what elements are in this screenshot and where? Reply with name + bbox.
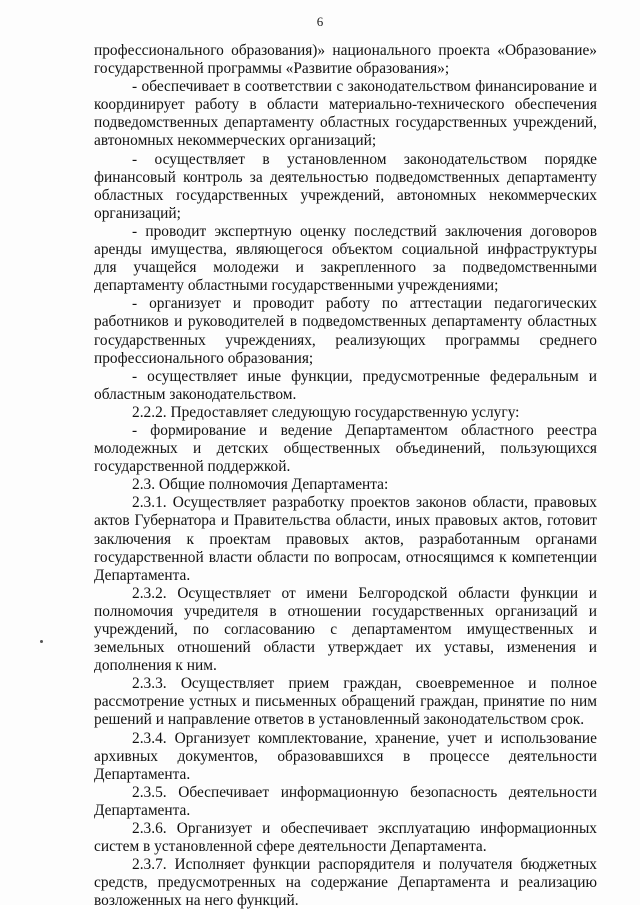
paragraph-2-3-7: 2.3.7. Исполняет функции распорядителя и получателя бюджетных средств, предусмотренных на содержание Департамента и реализацию возложенных на него функций. — [94, 856, 597, 910]
paragraph-2-3-4: 2.3.4. Организует комплектование, хранение, учет и использование архивных документов, образовавшихся в процессе деятельности Департамента. — [94, 729, 597, 783]
paragraph-2-3-6: 2.3.6. Организует и обеспечивает эксплуатацию информационных систем в установленной сфере деятельности Департамента. — [94, 820, 597, 856]
paragraph-2-3: 2.3. Общие полномочия Департамента: — [132, 476, 389, 494]
paragraph-registry: - формирование и ведение Департаментом областного реестра молодежных и детских общественных объединений, пользующихся государственной поддержкой. — [94, 421, 597, 476]
scan-speck — [40, 640, 43, 643]
paragraph-continuation: профессионального образования)» национального проекта «Образование» государственной программы «Развитие образования»; — [94, 42, 597, 78]
paragraph-2-3-2: 2.3.2. Осуществляет от имени Белгородской области функции и полномочия учредителя в отношении государственных организаций и учреждений, по согласованию с департаментом имущественных и земельных отношений области утверждает их уставы, изменения и дополнения к ним. — [94, 584, 597, 675]
paragraph-attestation: - организует и проводит работу по аттестации педагогических работников и руководителей в подведомственных департаменту областных государственных учреждениях, реализующих программы среднего профессионального образования; — [94, 295, 597, 367]
document-body — [94, 42, 597, 911]
paragraph-expert-evaluation: - проводит экспертную оценку последствий заключения договоров аренды имущества, являющегося объектом социальной инфраструктуры для учащейся молодежи и закрепленного за подведомственными департаменту областными государственными учреждениями; — [94, 222, 597, 295]
paragraph-2-3-3: 2.3.3. Осуществляет прием граждан, своевременное и полное рассмотрение устных и письменных обращений граждан, принятие по ним решений и направление ответов в установленный законодательством срок. — [94, 675, 597, 729]
paragraph-financial-control: - осуществляет в установленном законодательством порядке финансовый контроль за деятельностью подведомственных департаменту областных государственных учреждений, автономных некоммерческих организаций; — [94, 150, 597, 222]
paragraph-2-3-5: 2.3.5. Обеспечивает информационную безопасность деятельности Департамента. — [94, 783, 597, 819]
paragraph-other-functions: - осуществляет иные функции, предусмотренные федеральным и областным законодательством. — [94, 367, 597, 403]
paragraph-2-3-1: 2.3.1. Осуществляет разработку проектов законов области, правовых актов Губернатора и Правительства области, иных правовых актов, готовит заключения к проектам правовых актов, разработанным органами государственной власти области по вопросам, относящимся к компетенции Департамента. — [94, 494, 597, 584]
paragraph-2-2-2: 2.2.2. Предоставляет следующую государственную услугу: — [132, 403, 520, 421]
paragraph-financing: - обеспечивает в соответствии с законодательством финансирование и координирует работу в области материально-технического обеспечения подведомственных департаменту областных государственных учреждений, автономных некоммерческих организаций; — [94, 78, 597, 150]
page-number: 6 — [316, 14, 324, 29]
